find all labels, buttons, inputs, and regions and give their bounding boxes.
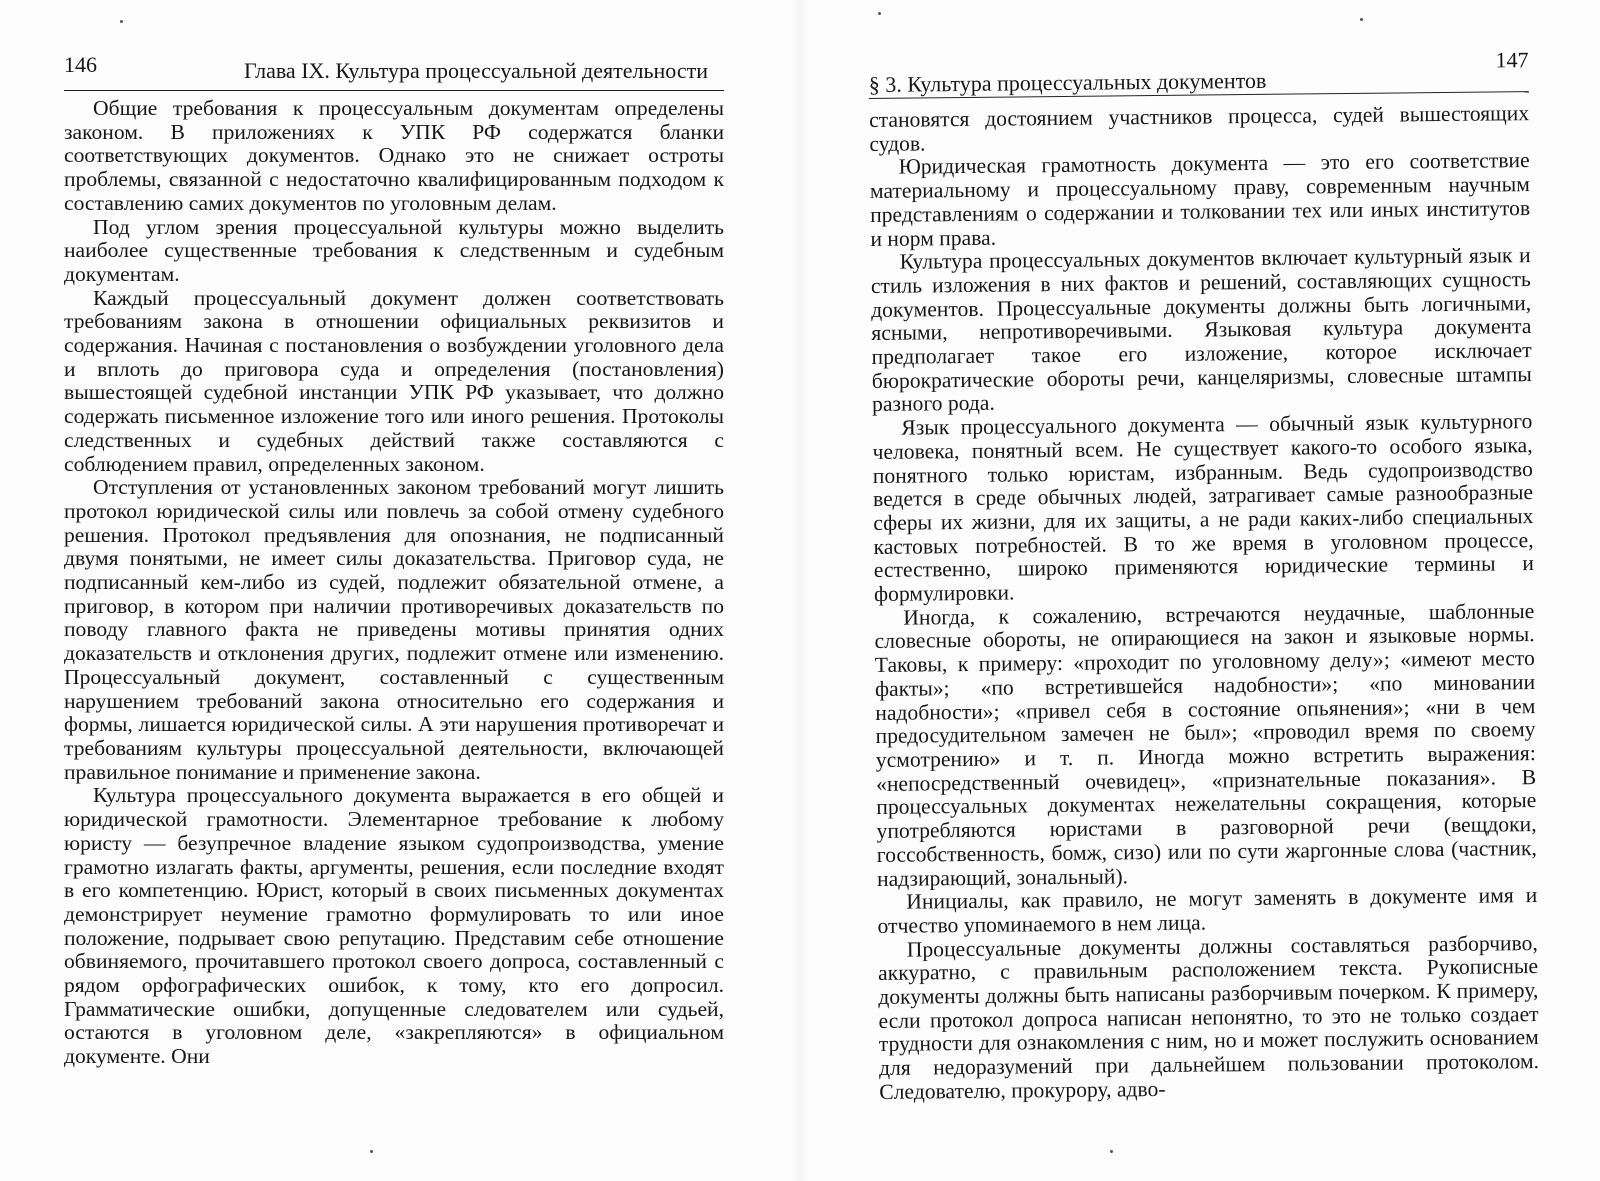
right-page-number: 147 [1495,47,1529,73]
scan-speck [878,12,881,15]
paragraph: Отступления от установленных законом требований могут лишить протокол юридической силы или повлечь за собой отмену судебного решения. Протокол предъявления для опознания, не подписанный двумя понятыми, не имеет силы доказательства. Приговор суда, не подписанный кем-либо из судей, подлежит обязательной отмене, а приговор, в котором при наличии противоречивых доказательств по поводу главного факта не приведены мотивы принятия одних доказательств и отклонения других, подлежит отмене или изменению. Процессуальный документ, составленный с существенным нарушением требований закона относительно его содержания и формы, лишается юридической силы. А эти нарушения противоречат и требованиям культуры процессуальной деятельности, включающей правильное понимание и применение закона. [64,475,724,784]
paragraph: Культура процессуальных документов включает культурный язык и стиль изложения в них фактов и решений, составляющих сущность документов. Процессуальные документы должны быть логичными, ясными, непротиворечивыми. Языковая культура документа предполагает такое его изложение, которое исключает бюрократические обороты речи, канцеляризмы, словесные штампы разного рода. [870,243,1532,417]
scan-speck [1360,18,1363,21]
scan-speck [1110,1150,1113,1153]
scan-speck [120,20,123,23]
paragraph: Процессуальные документы должны составляться разборчиво, аккуратно, с правильным расположением текста. Рукописные документы должны быть написаны разборчивым почерком. К примеру, если протокол допроса написан непонятно, то это не только создает трудности для ознакомления с ним, но и может послужить основанием для недоразумений при дальнейшем пользовании протоколом. Следователю, прокурору, адво- [877,930,1540,1104]
left-page-number: 146 [64,52,97,77]
paragraph: Иногда, к сожалению, встречаются неудачные, шаблонные словесные обороты, не опирающиеся на закон и языковые нормы. Таковы, к примеру: «проходит по уголовному делу»; «имеют место факты»; «по встретившейся надобности»; «по миновании надобности»; «привел себя в состояние опьянения»; «ни в чем предосудительном замечен не был»; «проводил время по своему усмотрению» и т. п. Иногда можно встретить выражения: «непосредственный очевидец», «признательные показания». В процессуальных документах нежелательны сокращения, которые употребляются юристами в разговорной речи (вещдоки, госсобственность, бомж, сизо) или по сути жаргонные слова (частник, надзирающий, зональный). [874,598,1537,891]
paragraph: Инициалы, как правило, не могут заменять в документе имя и отчество упоминаемого в нем лица. [877,883,1538,938]
paragraph: Юридическая грамотность документа — это его соответствие материальному и процессуальному праву, современным научным представлениям о содержании и толковании тех или иных институтов и норм права. [869,148,1531,251]
paragraph: Язык процессуального документа — обычный язык культурного человека, понятный всем. Не существует какого-то особого языка, понятного только юристам, избранным. Ведь судопроизводство ведется в среде обычных людей, затрагивает самые разнообразные сферы их жизни, для их защиты, а не ради каких-либо специальных кастовых потребностей. В то же время в уголовном процессе, естественно, широко применяются юридические термины и формулировки. [872,409,1534,607]
left-page-text [64,97,724,1069]
paragraph: становятся достоянием участников процесса, судей вышестоящих судов. [869,101,1530,156]
paragraph: Общие требования к процессуальным документам определены законом. В приложениях к УПК РФ содержатся бланки соответствующих документов. Однако это не снижает остроты проблемы, связанной с недостаточно квалифицированным подходом к составлению самих документов по уголовным делам. [64,96,724,215]
paragraph: Каждый процессуальный документ должен соответствовать требованиям закона в отношении официальных реквизитов и содержания. Начиная с постановления о возбуждении уголовного дела и вплоть до приговора суда и определения (постановления) вышестоящей судебной инстанции УПК РФ указывает, что должно содержать письменное изложение того или иного решения. Протоколы следственных и судебных действий также составляются с соблюдением правил, определенных законом. [64,285,724,476]
right-page-text [869,102,1539,1104]
right-page [868,5,1539,1104]
right-running-head [868,45,1528,99]
left-page [64,0,724,1069]
paragraph: Под углом зрения процессуальной культуры можно выделить наиболее существенные требования к следственным и судебным документам. [64,214,724,286]
left-running-title: Глава IX. Культура процессуальной деятельности [244,58,708,83]
left-running-head [64,44,724,91]
book-gutter [790,0,810,1181]
right-running-title: § 3. Культура процессуальных документов [868,67,1267,97]
scan-speck [370,1150,373,1153]
paragraph: Культура процессуального документа выражается в его общей и юридической грамотности. Элементарное требование к любому юристу — безупречное владение языком судопроизводства, умение грамотно излагать факты, аргументы, решения, если последние входят в его компетенцию. Юрист, который в своих письменных документах демонстрирует неумение грамотно формулировать то или иное положение, подрывает свою репутацию. Представим себе отношение обвиняемого, прочитавшего протокол своего допроса, составленный с рядом орфографических ошибок, к тому, кто его допросил. Грамматические ошибки, допущенные следователем или судьей, остаются в уголовном деле, «закрепляются» в официальном документе. Они [64,783,724,1069]
